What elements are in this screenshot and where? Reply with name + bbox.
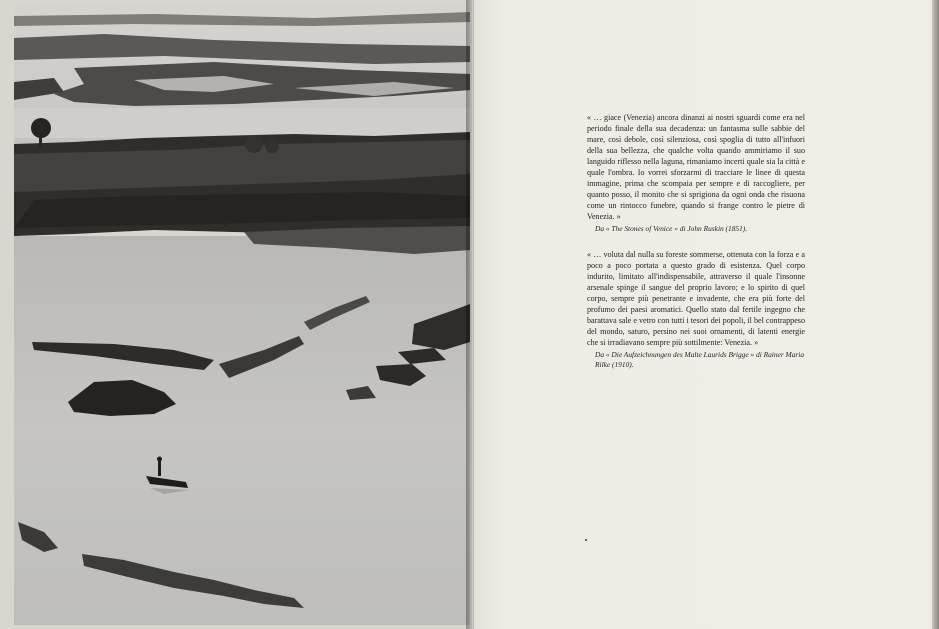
quote-source: Da « Die Aufzeichnungen des Malte Laurids Brigge » di Rainer Maria Rilke (1910). — [595, 350, 805, 370]
quote-rilke — [587, 249, 805, 370]
lagoon-aerial-photo — [14, 4, 470, 625]
quote-source: Da « The Stones of Venice » di John Ruskin (1851). — [595, 224, 748, 234]
page-edge — [932, 0, 939, 629]
quote-ruskin — [587, 112, 805, 234]
quote-text: « … giace (Venezia) ancora dinanzi ai nostri sguardi come era nel periodo finale della sua decadenza: un fantasma sulle sabbie del mare, così debole, così silenziosa, così spoglia di tutto all'infuori della sua bellezza, che qualche volta quando ammiriamo il suo languido riflesso nella laguna, rimaniamo incerti quale sia la città e quale l'ombra. Io vorrei sforzarmi di tracciare le linee di questa immagine, prima che scompaia per sempre e di raccogliere, per quanto posso, il monito che si sprigiona da ogni onda che risuona come un rintocco funebre, quando si frange contro le pietre di Venezia. » — [587, 113, 805, 222]
page-mark — [585, 539, 587, 541]
quote-text: « … voluta dal nulla su foreste sommerse, ottenuta con la forza e a poco a poco portata a questo grado di esistenza. Quel corpo indurito, limitato all'indispensabile, attraverso il quale l'insonne arsenale spinge il sangue del proprio lavoro; e lo spirito di quel corpo, sempre più penetrante e invadente, che era più forte del profumo dei paesi aromatici. Quello stato dal fertile ingegno che barattava sale e vetro con tutti i tesori dei popoli, il bel contrappeso del mondo, saturo, persino nei suoi ornamenti, di latenti energie che si irradiavano sempre più sottilmente: Venezia. » — [587, 250, 805, 348]
